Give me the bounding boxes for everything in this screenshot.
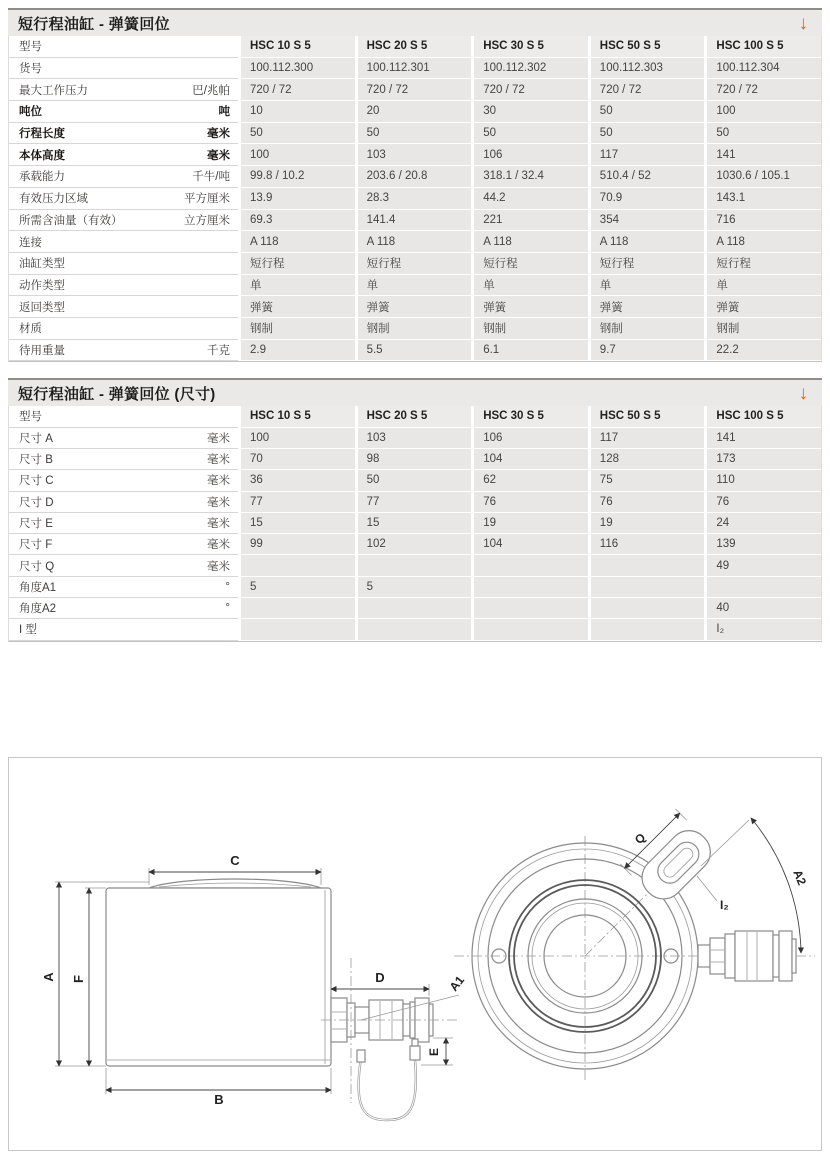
row-label-cell (9, 144, 238, 166)
value-cell: A 118 (241, 231, 355, 253)
value-cell: A 118 (474, 231, 588, 253)
row-label: 连接 (19, 236, 42, 249)
value-cell: 141 (707, 428, 821, 449)
dimensions-section-header (8, 378, 822, 406)
top-view (454, 801, 815, 1080)
cylinder-body (106, 888, 331, 1066)
row-unit: 毫米 (207, 454, 230, 467)
row-label: 动作类型 (19, 279, 65, 292)
row-unit: 毫米 (207, 128, 230, 141)
value-cell: 110 (707, 470, 821, 491)
value-cell: A 118 (591, 231, 705, 253)
value-cell: 117 (591, 428, 705, 449)
row-label-cell (9, 79, 238, 101)
value-cell: 50 (591, 101, 705, 123)
value-cell: 15 (358, 513, 472, 534)
value-cell: 44.2 (474, 188, 588, 210)
dim-label-I2: I₂ (720, 897, 729, 912)
value-cell (591, 577, 705, 598)
value-cell: 70 (241, 449, 355, 470)
technical-drawing-panel (8, 757, 822, 1151)
row-label-cell (9, 123, 238, 145)
row-label-cell (9, 188, 238, 210)
row-label: 角度A1 (19, 581, 57, 594)
value-cell: 100.112.303 (591, 58, 705, 80)
row-label-cell (9, 577, 238, 598)
row-label: 尺寸 A (19, 432, 53, 445)
value-cell: 单 (707, 275, 821, 297)
value-cell: 9.7 (591, 340, 705, 362)
row-label-cell (9, 449, 238, 470)
value-cell: 6.1 (474, 340, 588, 362)
value-cell: 318.1 / 32.4 (474, 166, 588, 188)
top-coupler (698, 931, 796, 981)
value-cell: 短行程 (591, 253, 705, 275)
value-cell: 弹簧 (241, 296, 355, 318)
row-label-cell (9, 318, 238, 340)
value-cell: 203.6 / 20.8 (358, 166, 472, 188)
value-cell: A 118 (358, 231, 472, 253)
saddle (149, 879, 321, 888)
value-cell: 70.9 (591, 188, 705, 210)
spec-section-header (8, 8, 822, 36)
row-label: 所需含油量（有效） (19, 214, 123, 227)
value-cell: 钢制 (474, 318, 588, 340)
row-label: 角度A2 (19, 603, 57, 616)
row-unit: 毫米 (207, 539, 230, 552)
value-cell: 50 (358, 123, 472, 145)
value-cell: 28.3 (358, 188, 472, 210)
scroll-down-arrow-icon[interactable]: ↓ (798, 382, 808, 404)
value-cell: 77 (358, 492, 472, 513)
value-cell: 354 (591, 210, 705, 232)
column-header: HSC 100 S 5 (707, 36, 821, 58)
row-label-cell (9, 101, 238, 123)
column-header: HSC 30 S 5 (474, 36, 588, 58)
value-cell: 104 (474, 449, 588, 470)
value-cell: 单 (474, 275, 588, 297)
value-cell: 50 (707, 123, 821, 145)
value-cell: 20 (358, 101, 472, 123)
scroll-down-arrow-icon[interactable]: ↓ (798, 12, 808, 34)
value-cell: 单 (358, 275, 472, 297)
row-label: 尺寸 F (19, 539, 53, 552)
value-cell: 40 (707, 598, 821, 619)
value-cell (591, 619, 705, 640)
spec-table (8, 36, 822, 362)
value-cell: 100 (241, 144, 355, 166)
value-cell: 49 (707, 555, 821, 576)
value-cell: 104 (474, 534, 588, 555)
value-cell (358, 598, 472, 619)
value-cell: 36 (241, 470, 355, 491)
model-label-cell (9, 36, 238, 58)
dim-label-A: A (41, 971, 56, 982)
value-cell: 716 (707, 210, 821, 232)
value-cell: 76 (707, 492, 821, 513)
value-cell: 720 / 72 (241, 79, 355, 101)
row-unit: 吨 (218, 106, 230, 119)
value-cell: 76 (591, 492, 705, 513)
value-cell (591, 598, 705, 619)
dim-label-D: D (375, 969, 385, 985)
value-cell: 50 (591, 123, 705, 145)
value-cell: 139 (707, 534, 821, 555)
value-cell: 19 (591, 513, 705, 534)
cylinder-drawing (9, 758, 819, 1150)
row-label: 货号 (19, 63, 42, 76)
row-label: 最大工作压力 (19, 84, 88, 97)
value-cell: 143.1 (707, 188, 821, 210)
value-cell: 钢制 (358, 318, 472, 340)
value-cell: 100 (241, 428, 355, 449)
value-cell: 100.112.302 (474, 58, 588, 80)
column-header: HSC 30 S 5 (474, 406, 588, 427)
row-label-cell (9, 210, 238, 232)
value-cell: 720 / 72 (358, 79, 472, 101)
value-cell: 100.112.304 (707, 58, 821, 80)
value-cell: 103 (358, 144, 472, 166)
row-unit: ° (225, 580, 230, 593)
dim-label-B: B (214, 1091, 224, 1107)
row-label: 本体高度 (19, 149, 65, 162)
value-cell: 62 (474, 470, 588, 491)
value-cell: 221 (474, 210, 588, 232)
dimensions-section-title: 短行程油缸 - 弹簧回位 (尺寸) (18, 385, 216, 403)
row-unit: 平方厘米 (184, 193, 230, 206)
value-cell (474, 619, 588, 640)
row-label: 吨位 (19, 106, 42, 119)
column-header: HSC 50 S 5 (591, 406, 705, 427)
value-cell: 单 (591, 275, 705, 297)
value-cell: 钢制 (707, 318, 821, 340)
value-cell (241, 598, 355, 619)
row-label-cell (9, 253, 238, 275)
value-cell: 77 (241, 492, 355, 513)
value-cell: 短行程 (358, 253, 472, 275)
value-cell (241, 555, 355, 576)
value-cell: 钢制 (591, 318, 705, 340)
row-unit: 毫米 (207, 149, 230, 162)
column-header: HSC 10 S 5 (241, 406, 355, 427)
row-unit: 毫米 (207, 432, 230, 445)
value-cell: 128 (591, 449, 705, 470)
row-label-cell (9, 598, 238, 619)
row-unit: 巴/兆帕 (192, 84, 230, 97)
value-cell: 单 (241, 275, 355, 297)
row-unit: 毫米 (207, 475, 230, 488)
row-label-cell (9, 492, 238, 513)
value-cell: 141 (707, 144, 821, 166)
handle-lug (613, 801, 719, 907)
value-cell: A 118 (707, 231, 821, 253)
value-cell: 99 (241, 534, 355, 555)
row-label-cell (9, 470, 238, 491)
value-cell: 98 (358, 449, 472, 470)
row-label-cell (9, 619, 238, 640)
value-cell: 2.9 (241, 340, 355, 362)
value-cell: 103 (358, 428, 472, 449)
row-label: 尺寸 B (19, 454, 53, 467)
value-cell: 76 (474, 492, 588, 513)
value-cell: 弹簧 (358, 296, 472, 318)
row-label: 返回类型 (19, 301, 65, 314)
value-cell: 短行程 (241, 253, 355, 275)
row-label: 尺寸 C (19, 475, 54, 488)
value-cell: 173 (707, 449, 821, 470)
row-label-cell (9, 428, 238, 449)
row-label: 尺寸 Q (19, 560, 55, 573)
value-cell: 30 (474, 101, 588, 123)
value-cell (591, 555, 705, 576)
value-cell: 50 (241, 123, 355, 145)
value-cell: 75 (591, 470, 705, 491)
row-unit: 毫米 (207, 496, 230, 509)
row-label: 材质 (19, 323, 42, 336)
value-cell: 720 / 72 (591, 79, 705, 101)
value-cell: 50 (358, 470, 472, 491)
spec-section (8, 8, 822, 362)
row-label: 尺寸 E (19, 517, 53, 530)
row-label-cell (9, 340, 238, 362)
value-cell: 100.112.301 (358, 58, 472, 80)
spec-section-title: 短行程油缸 - 弹簧回位 (18, 15, 170, 33)
value-cell: 141.4 (358, 210, 472, 232)
side-view (41, 853, 467, 1120)
row-unit: 千牛/吨 (192, 171, 230, 184)
value-cell: 5 (241, 577, 355, 598)
row-label-cell (9, 534, 238, 555)
value-cell (707, 577, 821, 598)
row-label-cell (9, 166, 238, 188)
value-cell (358, 619, 472, 640)
row-unit: ° (225, 602, 230, 615)
dim-label-A1: A1 (446, 972, 468, 994)
row-unit: 立方厘米 (184, 214, 230, 227)
column-header: HSC 20 S 5 (358, 36, 472, 58)
value-cell: 102 (358, 534, 472, 555)
value-cell: 50 (474, 123, 588, 145)
value-cell (474, 577, 588, 598)
value-cell (358, 555, 472, 576)
value-cell: 116 (591, 534, 705, 555)
value-cell: 弹簧 (591, 296, 705, 318)
lanyard-cable (357, 1039, 420, 1120)
row-label: 尺寸 D (19, 496, 54, 509)
value-cell: 15 (241, 513, 355, 534)
value-cell: 19 (474, 513, 588, 534)
row-label: 油缸类型 (19, 258, 65, 271)
dim-label-Q: Q (631, 829, 649, 847)
row-unit: 毫米 (207, 517, 230, 530)
row-label: 有效压力区域 (19, 193, 88, 206)
row-label-cell (9, 296, 238, 318)
value-cell: 钢制 (241, 318, 355, 340)
dimensions-section (8, 378, 822, 641)
value-cell: 720 / 72 (474, 79, 588, 101)
dim-label-F: F (71, 974, 86, 983)
value-cell: 106 (474, 144, 588, 166)
value-cell (474, 598, 588, 619)
column-header: HSC 10 S 5 (241, 36, 355, 58)
value-cell: 24 (707, 513, 821, 534)
row-label-cell (9, 513, 238, 534)
value-cell: 117 (591, 144, 705, 166)
dimensions-table (8, 406, 822, 641)
row-label-cell (9, 555, 238, 576)
value-cell: 弹簧 (474, 296, 588, 318)
dim-label-E: E (427, 1047, 441, 1056)
row-label: 行程长度 (19, 128, 65, 141)
row-label-cell (9, 58, 238, 80)
value-cell (474, 555, 588, 576)
model-label: 型号 (19, 41, 42, 54)
value-cell: I₂ (707, 619, 821, 640)
value-cell: 短行程 (474, 253, 588, 275)
model-label: 型号 (19, 411, 42, 424)
row-unit: 千克 (207, 344, 230, 357)
value-cell: 1030.6 / 105.1 (707, 166, 821, 188)
value-cell: 弹簧 (707, 296, 821, 318)
value-cell: 99.8 / 10.2 (241, 166, 355, 188)
dim-label-C: C (230, 852, 240, 868)
value-cell: 69.3 (241, 210, 355, 232)
value-cell: 100.112.300 (241, 58, 355, 80)
value-cell: 510.4 / 52 (591, 166, 705, 188)
model-label-cell (9, 406, 238, 427)
value-cell: 106 (474, 428, 588, 449)
value-cell (241, 619, 355, 640)
value-cell: 22.2 (707, 340, 821, 362)
dim-label-A2: A2 (790, 867, 810, 887)
value-cell: 100 (707, 101, 821, 123)
row-label: 待用重量 (19, 344, 65, 357)
value-cell: 13.9 (241, 188, 355, 210)
column-header: HSC 100 S 5 (707, 406, 821, 427)
value-cell: 短行程 (707, 253, 821, 275)
value-cell: 720 / 72 (707, 79, 821, 101)
row-unit: 毫米 (207, 560, 230, 573)
row-label: I 型 (19, 624, 37, 637)
value-cell: 10 (241, 101, 355, 123)
row-label: 承载能力 (19, 171, 65, 184)
row-label-cell (9, 275, 238, 297)
row-label-cell (9, 231, 238, 253)
column-header: HSC 20 S 5 (358, 406, 472, 427)
column-header: HSC 50 S 5 (591, 36, 705, 58)
value-cell: 5 (358, 577, 472, 598)
value-cell: 5.5 (358, 340, 472, 362)
